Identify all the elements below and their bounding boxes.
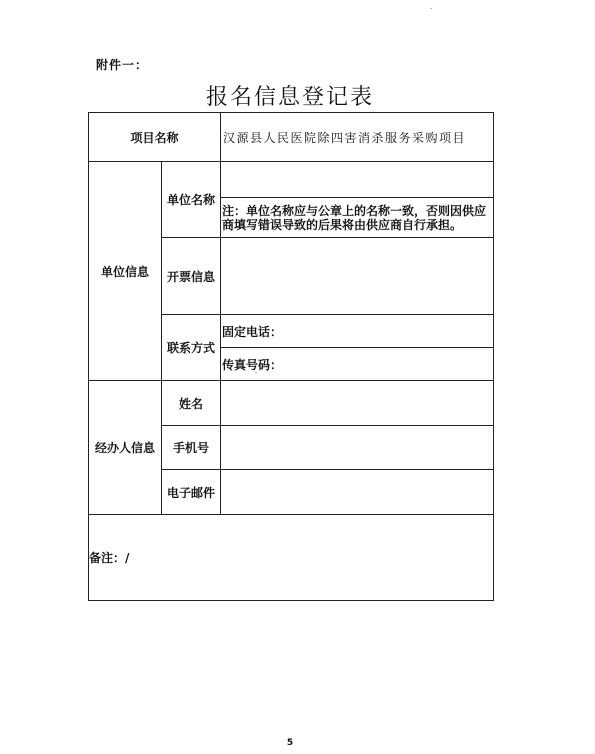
unit-name-label: 单位名称 [162, 162, 221, 238]
attachment-label: 附件一： [96, 58, 149, 72]
invoice-info-field[interactable] [221, 238, 494, 315]
project-name-label: 项目名称 [89, 113, 221, 162]
page-number: 5 [286, 738, 294, 748]
handler-info-label: 经办人信息 [89, 381, 162, 515]
fixed-phone-field[interactable] [221, 315, 494, 348]
remark-label: 备注：/ [89, 551, 130, 565]
project-name-value: 汉源县人民医院除四害消杀服务采购项目 [221, 113, 494, 162]
invoice-info-label: 开票信息 [162, 238, 221, 315]
fax-label: 传真号码： [222, 357, 283, 372]
name-label: 姓名 [162, 381, 221, 426]
fixed-phone-label: 固定电话： [222, 324, 283, 339]
unit-name-note: 注：单位名称应与公章上的名称一致，否则因供应商填写错误导致的后果将由供应商自行承担。 [221, 198, 494, 238]
form-title: 报名信息登记表 [205, 85, 374, 110]
email-label: 电子邮件 [162, 470, 221, 515]
remark-cell [89, 515, 494, 601]
mobile-label: 手机号 [162, 426, 221, 470]
email-field[interactable] [221, 470, 494, 515]
fax-field[interactable] [221, 348, 494, 381]
unit-info-label: 单位信息 [89, 162, 162, 381]
unit-name-field[interactable] [221, 162, 494, 198]
name-field[interactable] [221, 381, 494, 426]
scan-speck [430, 8, 432, 9]
contact-method-label: 联系方式 [162, 315, 221, 381]
registration-form-table [88, 112, 494, 601]
mobile-field[interactable] [221, 426, 494, 470]
